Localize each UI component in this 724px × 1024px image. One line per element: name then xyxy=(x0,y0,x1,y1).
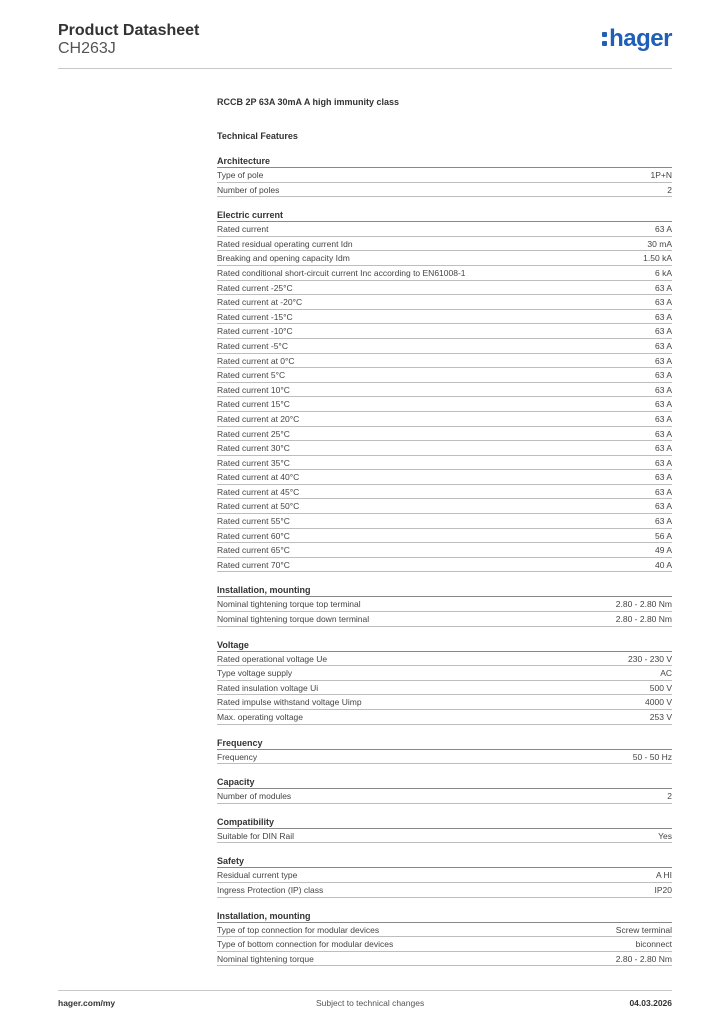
footer-date: 04.03.2026 xyxy=(629,998,672,1008)
row-value: 63 A xyxy=(654,282,672,293)
document-title: Product Datasheet xyxy=(58,22,200,39)
product-code: CH263J xyxy=(58,40,116,57)
section-title: Electric current xyxy=(217,210,672,222)
table-row xyxy=(217,868,672,883)
row-label: Rated current at -20°C xyxy=(217,297,303,308)
logo-dots-icon xyxy=(602,32,607,46)
section-title: Frequency xyxy=(217,738,672,750)
row-value: 253 V xyxy=(649,712,672,722)
row-value: Screw terminal xyxy=(615,924,672,935)
table-row xyxy=(217,251,672,266)
feature-sections xyxy=(217,156,672,966)
row-label: Rated current 60°C xyxy=(217,530,290,541)
table-row xyxy=(217,354,672,369)
row-label: Rated current 10°C xyxy=(217,384,290,395)
table-row xyxy=(217,710,672,725)
page-header xyxy=(58,22,672,58)
row-label: Rated current -25°C xyxy=(217,282,293,293)
datasheet-content xyxy=(217,96,672,966)
row-label: Type of pole xyxy=(217,170,264,180)
row-value: 63 A xyxy=(654,399,672,410)
feature-section xyxy=(217,856,672,897)
row-label: Rated current -10°C xyxy=(217,326,293,337)
row-value: 230 - 230 V xyxy=(628,653,672,664)
feature-section xyxy=(217,156,672,197)
row-label: Rated current 15°C xyxy=(217,399,290,410)
row-value: AC xyxy=(660,668,672,679)
row-value: 63 A xyxy=(654,224,672,235)
feature-section xyxy=(217,777,672,804)
table-row xyxy=(217,499,672,514)
row-value: 63 A xyxy=(654,326,672,337)
table-row xyxy=(217,324,672,339)
feature-section xyxy=(217,640,672,725)
row-value: 40 A xyxy=(654,559,672,570)
table-row xyxy=(217,681,672,696)
row-value: 63 A xyxy=(654,297,672,308)
section-title: Capacity xyxy=(217,777,672,789)
table-row xyxy=(217,883,672,898)
table-row xyxy=(217,750,672,765)
row-value: 1.50 kA xyxy=(643,253,672,264)
table-row xyxy=(217,789,672,804)
row-label: Rated current 70°C xyxy=(217,559,290,570)
row-label: Number of modules xyxy=(217,791,292,802)
row-label: Rated current 30°C xyxy=(217,443,290,454)
footer-divider xyxy=(58,990,672,991)
table-row xyxy=(217,368,672,383)
row-label: Ingress Protection (IP) class xyxy=(217,884,324,895)
table-row xyxy=(217,412,672,427)
table-row xyxy=(217,470,672,485)
feature-section xyxy=(217,817,672,844)
row-value: 63 A xyxy=(654,516,672,527)
section-title: Compatibility xyxy=(217,817,672,829)
row-value: 63 A xyxy=(654,457,672,468)
feature-section xyxy=(217,210,672,572)
row-value: biconnect xyxy=(635,939,672,950)
row-label: Type voltage supply xyxy=(217,668,293,679)
hager-logo xyxy=(602,26,672,52)
row-label: Max. operating voltage xyxy=(217,712,303,722)
row-label: Rated current at 45°C xyxy=(217,486,300,497)
table-row xyxy=(217,295,672,310)
table-row xyxy=(217,456,672,471)
technical-features-heading: Technical Features xyxy=(217,131,298,141)
feature-section xyxy=(217,911,672,967)
row-value: 63 A xyxy=(654,311,672,322)
row-label: Rated current 5°C xyxy=(217,370,286,381)
row-value: 63 A xyxy=(654,486,672,497)
row-value: 63 A xyxy=(654,501,672,512)
table-row xyxy=(217,923,672,938)
row-value: 63 A xyxy=(654,428,672,439)
table-row xyxy=(217,514,672,529)
table-row xyxy=(217,529,672,544)
row-value: 500 V xyxy=(649,682,672,693)
section-title: Safety xyxy=(217,856,672,868)
section-title: Voltage xyxy=(217,640,672,652)
table-row xyxy=(217,558,672,573)
row-label: Breaking and opening capacity Idm xyxy=(217,253,350,264)
row-label: Nominal tightening torque down terminal xyxy=(217,614,370,625)
feature-section xyxy=(217,585,672,626)
table-row xyxy=(217,222,672,237)
footer-website: hager.com/my xyxy=(58,998,116,1008)
row-label: Suitable for DIN Rail xyxy=(217,830,295,841)
row-value: 63 A xyxy=(654,370,672,381)
row-value: 2.80 - 2.80 Nm xyxy=(615,599,672,610)
row-label: Rated current 35°C xyxy=(217,457,290,468)
row-label: Residual current type xyxy=(217,870,298,881)
table-row xyxy=(217,597,672,612)
row-value: 30 mA xyxy=(647,238,672,249)
row-label: Type of top connection for modular devices xyxy=(217,924,380,935)
row-label: Rated operational voltage Ue xyxy=(217,653,328,664)
row-value: 63 A xyxy=(654,472,672,483)
row-value: 2.80 - 2.80 Nm xyxy=(615,953,672,964)
table-row xyxy=(217,485,672,500)
row-label: Nominal tightening torque top terminal xyxy=(217,599,361,610)
table-row xyxy=(217,397,672,412)
row-label: Rated current -15°C xyxy=(217,311,293,322)
table-row xyxy=(217,237,672,252)
row-label: Rated insulation voltage Ui xyxy=(217,682,319,693)
footer-notice: Subject to technical changes xyxy=(316,998,425,1008)
row-value: 63 A xyxy=(654,355,672,366)
row-label: Rated current xyxy=(217,224,269,235)
row-value: 2 xyxy=(667,184,672,195)
row-label: Rated current 25°C xyxy=(217,428,290,439)
table-row xyxy=(217,168,672,183)
product-name: RCCB 2P 63A 30mA A high immunity class xyxy=(217,97,400,107)
header-divider xyxy=(58,68,672,69)
logo-text: hager xyxy=(609,25,672,52)
section-title: Installation, mounting xyxy=(217,911,672,923)
row-value: 2 xyxy=(667,791,672,802)
row-value: Yes xyxy=(658,830,672,841)
row-label: Rated impulse withstand voltage Uimp xyxy=(217,697,362,708)
row-value: 63 A xyxy=(654,340,672,351)
table-row xyxy=(217,666,672,681)
row-label: Rated current at 20°C xyxy=(217,413,300,424)
table-row xyxy=(217,612,672,627)
row-value: 56 A xyxy=(654,530,672,541)
row-label: Frequency xyxy=(217,751,258,762)
table-row xyxy=(217,310,672,325)
row-label: Rated current at 0°C xyxy=(217,355,295,366)
row-label: Rated current at 40°C xyxy=(217,472,300,483)
row-value: 49 A xyxy=(654,545,672,556)
row-label: Rated current 55°C xyxy=(217,516,290,527)
table-row xyxy=(217,383,672,398)
row-value: 63 A xyxy=(654,384,672,395)
table-row xyxy=(217,339,672,354)
table-row xyxy=(217,441,672,456)
row-label: Rated current -5°C xyxy=(217,340,288,351)
row-value: 4000 V xyxy=(645,697,672,708)
row-value: A HI xyxy=(655,870,672,881)
row-value: 63 A xyxy=(654,413,672,424)
table-row xyxy=(217,427,672,442)
row-value: IP20 xyxy=(654,884,672,895)
row-label: Rated residual operating current Idn xyxy=(217,238,353,249)
table-row xyxy=(217,952,672,967)
row-value: 63 A xyxy=(654,443,672,454)
row-label: Rated current 65°C xyxy=(217,545,290,556)
table-row xyxy=(217,829,672,844)
row-label: Rated current at 50°C xyxy=(217,501,300,512)
section-title: Installation, mounting xyxy=(217,585,672,597)
row-label: Number of poles xyxy=(217,184,280,195)
table-row xyxy=(217,695,672,710)
row-value: 2.80 - 2.80 Nm xyxy=(615,614,672,625)
table-row xyxy=(217,183,672,198)
table-row xyxy=(217,937,672,952)
feature-section xyxy=(217,738,672,765)
table-row xyxy=(217,543,672,558)
row-label: Rated conditional short-circuit current Inc according to EN61008-1 xyxy=(217,267,466,278)
row-label: Type of bottom connection for modular devices xyxy=(217,939,394,950)
row-value: 6 kA xyxy=(654,267,672,278)
table-row xyxy=(217,281,672,296)
row-value: 1P+N xyxy=(650,170,672,180)
section-title: Architecture xyxy=(217,156,672,168)
row-value: 50 - 50 Hz xyxy=(632,751,672,762)
table-row xyxy=(217,266,672,281)
table-row xyxy=(217,652,672,667)
row-label: Nominal tightening torque xyxy=(217,953,314,964)
